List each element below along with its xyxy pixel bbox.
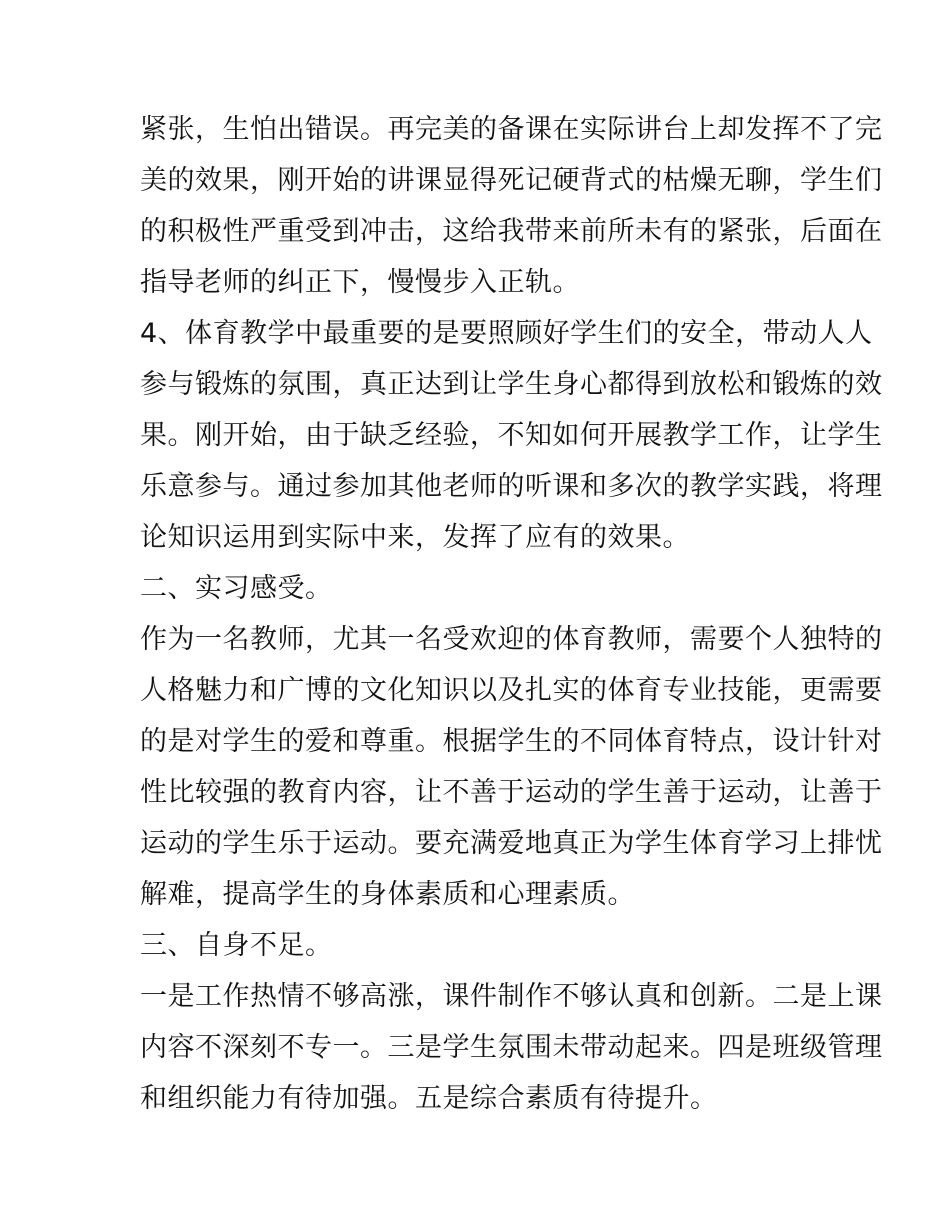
text-line: 的是对学生的爱和尊重。根据学生的不同体育特点，设计针对	[140, 726, 883, 757]
text-line: 和组织能力有待加强。五是综合素质有待提升。	[140, 1083, 718, 1114]
text-line: 性比较强的教育内容，让不善于运动的学生善于运动，让善于	[140, 777, 883, 808]
text-line: 美的效果，刚开始的讲课显得死记硬背式的枯燥无聊，学生们	[140, 165, 883, 196]
text-line: 运动的学生乐于运动。要充满爱地真正为学生体育学习上排忧	[140, 828, 883, 859]
text-line: 内容不深刻不专一。三是学生氛围未带动起来。四是班级管理	[140, 1032, 883, 1063]
document-body	[140, 104, 883, 1124]
text-line: 作为一名教师，尤其一名受欢迎的体育教师，需要个人独特的	[140, 624, 883, 655]
text-line: 人格魅力和广博的文化知识以及扎实的体育专业技能，更需要	[140, 675, 883, 706]
section-heading: 三、自身不足。	[140, 930, 333, 961]
text-line: 4、体育教学中最重要的是要照顾好学生们的安全，带动人人	[140, 318, 873, 349]
text-line: 一是工作热情不够高涨，课件制作不够认真和创新。二是上课	[140, 981, 883, 1012]
section-heading: 二、实习感受。	[140, 573, 333, 604]
text-line: 的积极性严重受到冲击，这给我带来前所未有的紧张，后面在	[140, 216, 883, 247]
text-line: 果。刚开始，由于缺乏经验，不知如何开展教学工作，让学生	[140, 420, 883, 451]
text-line: 参与锻炼的氛围，真正达到让学生身心都得到放松和锻炼的效	[140, 369, 883, 400]
text-line: 指导老师的纠正下，慢慢步入正轨。	[140, 267, 580, 298]
text-line: 解难，提高学生的身体素质和心理素质。	[140, 879, 635, 910]
text-line: 紧张，生怕出错误。再完美的备课在实际讲台上却发挥不了完	[140, 114, 883, 145]
text-line: 论知识运用到实际中来，发挥了应有的效果。	[140, 522, 690, 553]
text-line: 乐意参与。通过参加其他老师的听课和多次的教学实践，将理	[140, 471, 883, 502]
